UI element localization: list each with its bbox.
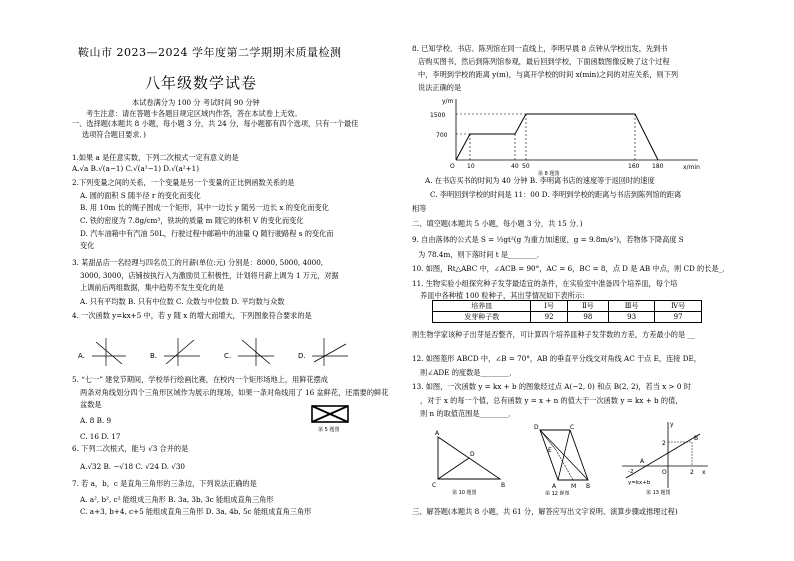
- svg-text:O: O: [662, 469, 667, 476]
- left-text-line: B. 用 10m 长的绳子围成一个矩形，其中一边长 y 随另一边长 x 的变化而变化: [80, 203, 329, 212]
- right-text-line: ，对于 x 的每一个值，总有函数 y = x + n 的值大于一次函数 y = kx + b 的值，: [420, 396, 683, 405]
- table-11: [432, 300, 702, 323]
- right-text-line: 相等: [412, 204, 427, 213]
- left-text-line: A. 8 B. 9: [80, 416, 112, 425]
- left-text-line: 变化: [80, 241, 95, 250]
- fig8-xtick-50: 50: [522, 163, 530, 170]
- left-text-line: 两条对角线划分四个三角形区域作为展示的现场，如果一条对角线用了 16 盆鲜花，还需要的鲜花: [80, 388, 389, 397]
- table-cell: 93: [609, 312, 655, 323]
- svg-text:A.: A.: [78, 352, 85, 360]
- svg-text:2: 2: [690, 469, 694, 476]
- left-text-line: A. a², b², c² 能组成三角形 B. 3a, 3b, 3c 能组成直角三角形: [80, 495, 274, 504]
- left-text-line: A.√a B.√(a−1) C.√(a²−1) D.√(a²+1): [72, 164, 200, 173]
- right-text-line: 养皿中各种植 100 粒种子，其出芽情况如下表所示：: [420, 291, 590, 300]
- left-text-line: C. 铁的密度为 7.8g/cm³，铁块的质量 m 随它的体积 V 的变化而变化: [80, 216, 304, 225]
- table-cell: 97: [655, 312, 702, 323]
- fig8-xtick-10: 10: [467, 163, 475, 170]
- table-header-cell: Ⅰ号: [531, 301, 567, 312]
- right-text-line: 则生物学家该种子出芽是否整齐，可计算四个培养皿种子发芽数的方差，方差最小的是 __: [412, 330, 695, 339]
- svg-text:E: E: [548, 447, 552, 454]
- left-text-line: 7. 若 a，b，c 是直角三角形的三条边，下列说法正确的是: [72, 479, 257, 488]
- svg-text:D: D: [470, 451, 475, 458]
- svg-text:D: D: [534, 424, 539, 431]
- left-text-line: 6. 下列二次根式，能与 √3 合并的是: [72, 444, 189, 453]
- table-header-cell: Ⅱ号: [567, 301, 608, 312]
- fig8-ytick-1500: 1500: [430, 112, 446, 119]
- q4-option-b: [150, 338, 200, 366]
- left-text-line: D. 汽车油箱中有汽油 50L，行驶过程中邮箱中的油量 Q 随行驶路程 s 的变化而: [80, 229, 334, 238]
- left-text-line: 4. 一次函数 y=kx+5 中，若 y 随 x 的增大而增大，下列图象符合要求的是: [72, 311, 312, 320]
- table-row: [433, 312, 702, 323]
- right-text-line: 8. 已知学校、书店、陈列馆在同一直线上，李明早晨 8 点钟从学校出发，先到书: [412, 44, 668, 53]
- right-text-line: 二、填空题(本题共 5 小题，每小题 3 分，共 15 分．): [412, 219, 583, 228]
- q4-graph-options: [78, 336, 368, 368]
- right-text-line: 为 78.4m，则下落时间 t 是________．: [418, 250, 544, 259]
- svg-text:y=kx+b: y=kx+b: [628, 480, 651, 486]
- svg-text:A: A: [640, 458, 645, 465]
- svg-text:x: x: [702, 469, 706, 476]
- left-text-line: 盆数是: [80, 400, 102, 409]
- left-text-line: 1.如果 a 是任意实数，下列二次根式一定有意义的是: [72, 153, 239, 162]
- table-cell: 98: [567, 312, 608, 323]
- fig13-caption: 第 13 题图: [646, 490, 671, 496]
- svg-text:M: M: [571, 483, 577, 490]
- left-text-line: 3. 某甜品店一名经理与四名员工的月薪(单位:元) 分别是：8000, 5000, 4000,: [72, 258, 324, 267]
- left-text-line: C. a+3, b+4, c+5 能组成直角三角形 D. 3a, 4b, 5c 能组成直角三角形: [80, 507, 312, 516]
- exam-notice: 考生注意：请在答题卡各题目规定区域内作答，答在本试卷上无效。: [86, 109, 302, 118]
- table-row: [433, 301, 702, 312]
- left-text-line: A. 只有平均数 B. 只有中位数 C. 众数与中位数 D. 平均数与众数: [80, 297, 285, 306]
- fig12-caption: 第 12 题图: [545, 491, 570, 495]
- right-text-line: 三、解答题(本题共 8 小题，共 61 分，解答应写出文字说明、演算步骤或推理过程): [412, 507, 678, 516]
- left-text-line: A. 圆的面积 S 随半径 r 的变化而变化: [80, 191, 201, 200]
- figure-5: [310, 404, 350, 434]
- left-text-line: C. 16 D. 17: [80, 432, 121, 441]
- right-text-line: 说法正确的是: [418, 83, 462, 92]
- right-text-line: 13. 如图，一次函数 y = kx + b 的图象经过点 A(−2, 0) 和点 B(2, 2)，若当 x > 0 时: [412, 382, 691, 391]
- svg-text:2: 2: [662, 440, 666, 447]
- right-text-line: 店购买图书，然后到陈列馆参观，最后回到学校，下面函数图像反映了这个过程: [418, 57, 670, 66]
- left-text-line: A.√32 B. −√18 C. √24 D. √30: [80, 462, 185, 471]
- svg-text:B.: B.: [150, 352, 158, 360]
- right-text-line: 11. 生物实验小组探究种子发芽最适宜的条件，在实验室中准备四个培养皿，每个培: [412, 279, 678, 288]
- exam-subtitle: 八年级数学试卷: [145, 74, 258, 92]
- svg-text:A: A: [435, 430, 440, 437]
- right-text-line: 则 n 的取值范围是________．: [420, 409, 516, 418]
- svg-text:-2: -2: [628, 469, 634, 475]
- table-header-cell: Ⅳ号: [655, 301, 702, 312]
- fig8-origin: O: [450, 163, 455, 170]
- table-row-label: 发芽种子数: [433, 312, 531, 323]
- figure-10: [430, 425, 510, 495]
- right-text-line: 10. 如图，Rt△ABC 中，∠ACB = 90°，AC = 6，BC = 8，点 D 是 AB 中点，则 CD 的长是_．: [412, 264, 730, 273]
- figure-8-svg: [418, 95, 703, 177]
- right-text-line: 12. 如图菱形 ABCD 中，∠B = 70°，AB 的垂直平分线交对角线 AC 于点 E，连接 DE，: [412, 354, 701, 363]
- q4-option-a: [78, 338, 126, 366]
- exam-header-title: 鞍山市 2023—2024 学年度第二学期期末质量检测: [78, 46, 342, 59]
- right-text-line: 中，李明到学校的距离 y(m)，与离开学校的时间 x(min)之间的对应关系，则下列: [418, 70, 679, 79]
- fig8-xtick-40: 40: [511, 163, 519, 170]
- svg-text:D.: D.: [298, 352, 306, 360]
- svg-text:C: C: [570, 424, 575, 431]
- svg-text:B: B: [586, 483, 591, 490]
- svg-text:y: y: [670, 421, 674, 428]
- left-text-line: 3000, 3000，店铺按执行入为激励员工积极性，计划将月薪上调为 1 万元，对据: [80, 271, 339, 280]
- right-text-line: 9. 自由落体的公式是 S = ½gt²(g 为重力加速度，g = 9.8m/s²)，若物体下降高度 S: [412, 235, 684, 244]
- left-text-line: 选项符合题目要求．): [82, 130, 146, 139]
- svg-text:A: A: [552, 483, 557, 490]
- right-text-line: C. 李明回到学校的时间是 11：00 D. 李明到学校的距离与书店到陈列馆的距离: [430, 190, 682, 199]
- figure-13: [620, 418, 710, 496]
- q4-graphs: [78, 336, 368, 368]
- svg-text:C: C: [432, 482, 437, 489]
- fig8-ylabel: y/m: [442, 98, 454, 105]
- q4-option-d: [298, 338, 348, 366]
- table-cell: 92: [531, 312, 567, 323]
- fig8-caption: 第 8 题图: [538, 171, 560, 177]
- fig10-caption: 第 10 题图: [452, 490, 477, 495]
- exam-info: 本试卷满分为 100 分 考试时间 90 分钟: [132, 98, 260, 107]
- figure-5-caption: 第 5 题图: [318, 427, 340, 433]
- left-text-line: 上调前后两组数据，集中趋势不发生变化的是: [80, 283, 224, 292]
- fig8-ytick-700: 700: [436, 132, 448, 139]
- right-text-line: 则∠ADE 的度数是________．: [420, 368, 517, 377]
- left-text-line: 2.下列变量之间的关系，一个变量是另一个变量的正比例函数关系的是: [72, 178, 295, 187]
- figure-8: [418, 95, 703, 177]
- left-text-line: 5. “七一” 建党节期间，学校举行绘画比赛，在校内一个矩形场地上，用鲜花摆成: [72, 375, 328, 384]
- fig8-xlabel: x/min: [683, 164, 700, 171]
- svg-text:C.: C.: [224, 352, 232, 360]
- svg-text:B: B: [501, 482, 506, 489]
- svg-text:B: B: [694, 435, 699, 442]
- figure-12: [530, 420, 605, 495]
- fig8-xtick-160: 160: [628, 163, 640, 170]
- table-header-cell: 培养皿: [433, 301, 531, 312]
- left-text-line: 一、选择题(本题共 8 小题，每小题 3 分，共 24 分，每小题都有四个选项，只有一个最佳: [72, 119, 359, 128]
- q4-option-c: [224, 338, 274, 366]
- right-text-line: A. 在书店买书的时间为 40 分钟 B. 李明离书店的速度等于返回时的速度: [425, 176, 655, 185]
- table-header-cell: Ⅲ号: [609, 301, 655, 312]
- fig8-xtick-180: 180: [652, 163, 664, 170]
